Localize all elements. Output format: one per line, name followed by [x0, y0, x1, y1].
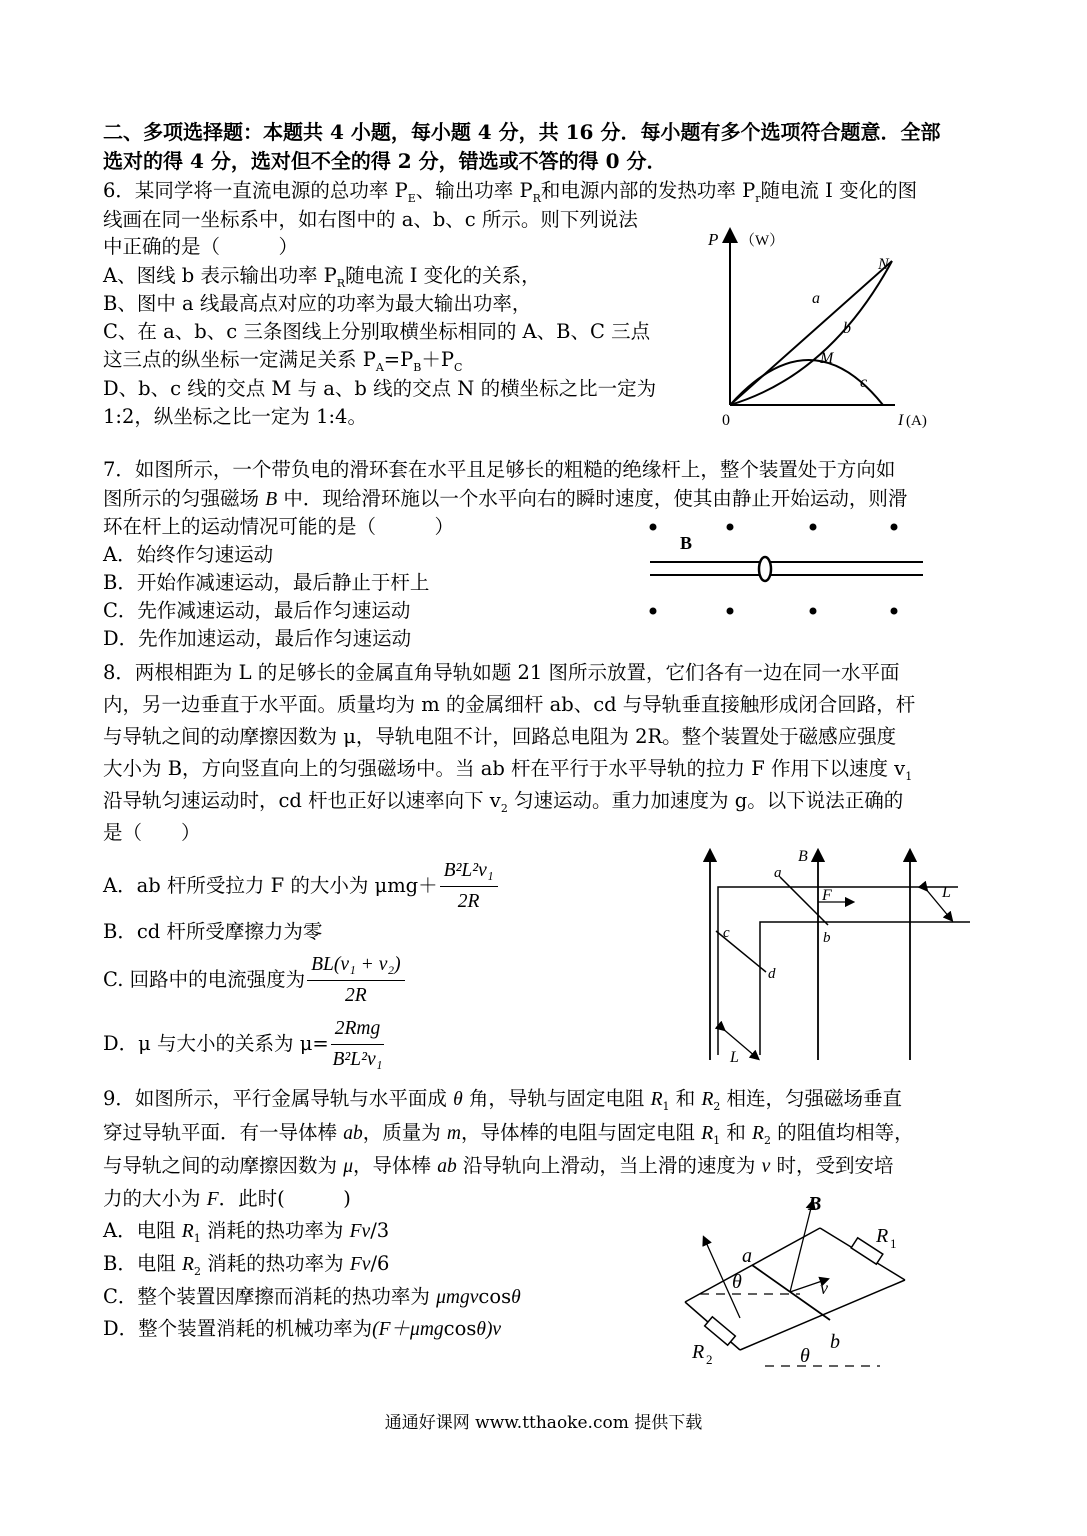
q9-line4: 力的大小为 F．此时( ) [103, 1187, 351, 1210]
rail-2 [760, 922, 970, 1055]
field-dot [727, 608, 734, 615]
sliding-ring [759, 557, 771, 581]
q6-option-d-line1: D、b、c 线的交点 M 与 a、b 线的交点 N 的横坐标之比一定为 [103, 377, 657, 400]
q6-option-d-line2: 1:2，纵坐标之比一定为 1:4。 [103, 405, 367, 428]
field-dot [891, 524, 898, 531]
q6-line2: 线画在同一坐标系中，如右图中的 a、b、c 所示。则下列说法 [103, 208, 638, 231]
q8-rail-figure [700, 845, 980, 1070]
field-dot [891, 608, 898, 615]
label-c: c [860, 374, 868, 391]
q9-option-a: A．电阻 $R_1$ 消耗的热功率为 Fv/3 [103, 1219, 390, 1245]
q6-option-c-line2: 这三点的纵坐标一定满足关系 $P_A=P_B+P_C$ [103, 348, 463, 374]
label-r2: R [692, 1341, 705, 1363]
q7-option-d: D．先作加速运动，最后作匀速运动 [103, 627, 412, 650]
q6-line1: 6．某同学将一直流电源的总功率 $P_E$、输出功率 $P_R$和电源内部的发热功率 $P_r$随电流 I 变化的图 [103, 179, 918, 205]
q9-line2: 穿过导轨平面．有一导体棒 ab，质量为 m，导体棒的电阻与固定电阻 $R_1$ 和 $R_2$ 的阻值均相等， [103, 1121, 914, 1147]
section-heading-line1: 二、多项选择题：本题共 4 小题，每小题 4 分，共 16 分．每小题有多个选项符合题意．全部 [103, 120, 941, 144]
field-dot [650, 524, 657, 531]
q7-line2: 图所示的匀强磁场 B 中．现给滑环施以一个水平向右的瞬时速度，使其由静止开始运动，则滑 [103, 487, 908, 510]
label-a: a [774, 865, 782, 881]
field-label-b: B [680, 533, 693, 553]
q6-option-c-line1: C、在 a、b、c 三条图线上分别取横坐标相同的 A、B、C 三点 [103, 320, 651, 343]
label-theta-base: θ [800, 1345, 810, 1367]
q9-option-c: C．整个装置因摩擦而消耗的热功率为 μmgvcosθ [103, 1285, 521, 1308]
field-label: B [798, 848, 808, 865]
label-d: d [768, 966, 776, 982]
q8-line3: 与导轨之间的动摩擦因数为 μ，导轨电阻不计，回路总电阻为 2R。整个装置处于磁感应强度 [103, 725, 897, 748]
footer-source: 通通好课网 www.tthaoke.com 提供下载 [384, 1413, 703, 1433]
field-dot [810, 524, 817, 531]
label-b-field: B [808, 1193, 822, 1215]
q8-option-d: D．μ 与大小的关系为 μ= $\frac{\text{2Rmg}}{\text{B²L²v₁}}$ [103, 1014, 386, 1075]
q9-line1: 9．如图所示，平行金属导轨与水平面成 θ 角，导轨与固定电阻 $R_1$ 和 $R_2$ 相连，匀强磁场垂直 [103, 1087, 903, 1113]
q8-line6: 是（ ） [103, 821, 201, 844]
field-dot [810, 608, 817, 615]
q8-option-c: C. 回路中的电流强度为 $\frac{\text{BL(v₁ + v₂)}}{2R}$ [103, 950, 407, 1011]
label-b: b [843, 320, 851, 337]
x-label: I [898, 412, 904, 429]
label-theta: θ [732, 1271, 742, 1293]
label-n: N [878, 256, 889, 273]
width-arrow-l [722, 1028, 756, 1057]
origin-label: 0 [722, 412, 730, 429]
q7-magnetic-field-figure [640, 515, 940, 625]
q9-option-d: D．整个装置消耗的机械功率为(F＋μmgcosθ)v [103, 1317, 502, 1340]
label-l1: L [942, 884, 951, 901]
rod-ab [752, 1265, 830, 1320]
q8-line5: 沿导轨匀速运动时，cd 杆也正好以速率向下 $v_2$ 匀速运动。重力加速度为 g。以下说法正确的 [103, 789, 904, 815]
q6-line3: 中正确的是（ ） [103, 235, 299, 258]
label-r1: R [876, 1225, 889, 1247]
label-r2-sub: 2 [706, 1352, 713, 1367]
rod-ab [780, 877, 828, 925]
label-a: a [812, 290, 820, 307]
label-f: F [822, 887, 832, 904]
q6-option-b: B、图中 a 线最高点对应的功率为最大输出功率， [103, 292, 532, 315]
resistor-r2 [705, 1317, 736, 1345]
y-label: P [708, 230, 719, 249]
label-a: a [742, 1245, 752, 1267]
q8-line1: 8．两根相距为 L 的足够长的金属直角导轨如题 21 图所示放置，它们各有一边在同一水平面 [103, 661, 900, 684]
q8-option-b: B．cd 杆所受摩擦力为零 [103, 920, 323, 943]
q8-line4: 大小为 B，方向竖直向上的匀强磁场中。当 ab 杆在平行于水平导轨的拉力 F 作用下以速度 $v_1$ [103, 757, 913, 783]
q8-option-a: A．ab 杆所受拉力 F 的大小为 μmg＋ $\frac{\text{B²L²v₁}}{2R}$ [103, 856, 500, 917]
label-r1-sub: 1 [890, 1236, 897, 1251]
label-c: c [723, 925, 730, 941]
curve-a [730, 261, 892, 405]
y-unit: （W） [740, 233, 785, 249]
q7-option-a: A．始终作匀速运动 [103, 543, 274, 566]
section-heading-line2: 选对的得 4 分，选对但不全的得 2 分，错选或不答的得 0 分． [103, 149, 667, 173]
q7-option-c: C．先作减速运动，最后作匀速运动 [103, 599, 411, 622]
q6-power-current-graph [700, 225, 950, 435]
label-v: v [820, 1278, 828, 1298]
field-arrow-b [790, 1204, 812, 1292]
q7-option-b: B．开始作减速运动，最后静止于杆上 [103, 571, 430, 594]
label-b: b [830, 1331, 840, 1353]
label-m: M [820, 350, 834, 367]
q9-line3: 与导轨之间的动摩擦因数为 μ，导体棒 ab 沿导轨向上滑动，当上滑的速度为 v 时，受到安培 [103, 1154, 894, 1177]
q9-inclined-rails-figure [680, 1190, 920, 1370]
label-l2: L [730, 1049, 739, 1066]
x-unit: (A) [906, 413, 927, 429]
field-dot [650, 608, 657, 615]
q7-line1: 7．如图所示，一个带负电的滑环套在水平且足够长的粗糙的绝缘杆上，整个装置处于方向如 [103, 458, 896, 481]
rail-1 [718, 887, 958, 1055]
q7-line3: 环在杆上的运动情况可能的是（ ） [103, 515, 455, 538]
q9-option-b: B．电阻 $R_2$ 消耗的热功率为 Fv/6 [103, 1252, 390, 1278]
q6-option-a: A、图线 b 表示输出功率 $P_R$随电流 I 变化的关系， [103, 264, 541, 290]
q8-line2: 内，另一边垂直于水平面。质量均为 m 的金属细杆 ab、cd 与导轨垂直接触形成闭合回路，杆 [103, 693, 916, 716]
label-b: b [823, 930, 831, 946]
field-dot [727, 524, 734, 531]
